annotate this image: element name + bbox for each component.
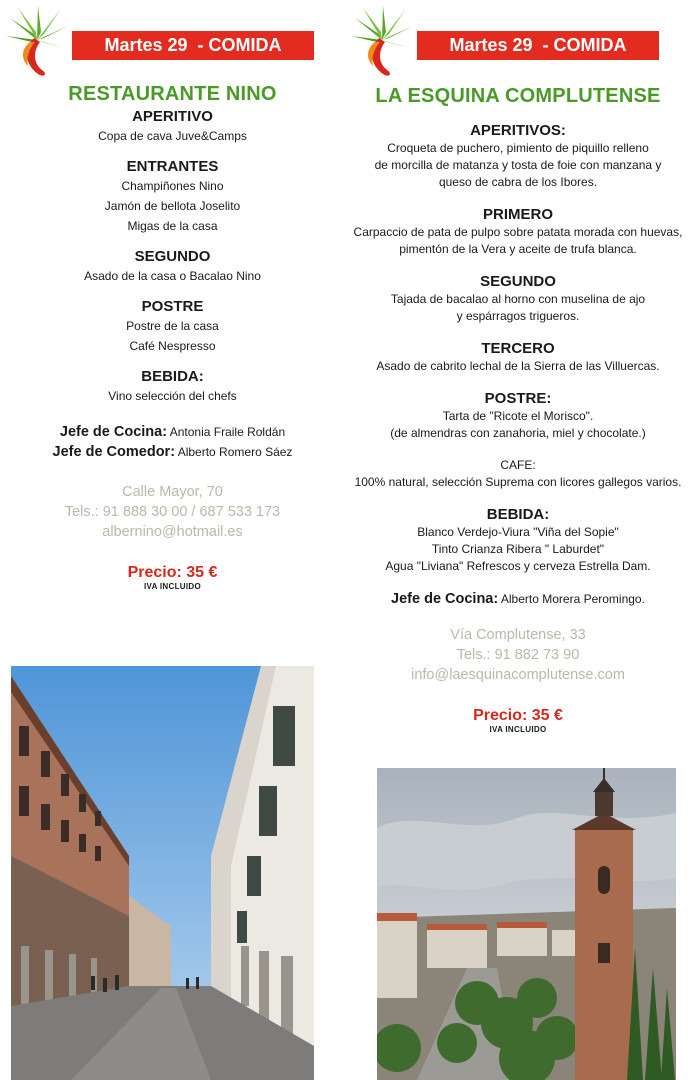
menu-item: Migas de la casa xyxy=(127,219,218,233)
menu-item: Croqueta de puchero, pimiento de piquillo relleno xyxy=(387,141,649,155)
menu-item: Vino selección del chefs xyxy=(108,389,237,403)
menu-section xyxy=(0,248,345,286)
menu-item: y espárragos trigueros. xyxy=(456,309,580,323)
section-heading: BEBIDA: xyxy=(486,506,550,523)
price: Precio: 35 € xyxy=(127,564,218,581)
menu-item: Tinto Crianza Ribera " Laburdet" xyxy=(431,542,605,556)
menu-item: queso de cabra de los Ibores. xyxy=(438,175,598,189)
vat-included-note: IVA INCLUIDO xyxy=(489,725,547,734)
staff-role: Jefe de Cocina: xyxy=(59,424,168,440)
menu-section xyxy=(345,506,691,575)
menu-item: Asado de la casa o Bacalao Nino xyxy=(84,269,261,283)
section-heading: APERITIVOS: xyxy=(470,122,566,139)
menu-section xyxy=(0,298,345,356)
section-heading: APERITIVO xyxy=(132,108,213,125)
menu-item: Tarta de "Ricote el Morisco". xyxy=(442,409,594,423)
staff-role: Jefe de Comedor: xyxy=(52,444,176,460)
restaurant-name: RESTAURANTE NINO xyxy=(68,83,277,105)
city-tower-photo xyxy=(377,768,676,1080)
head-chef xyxy=(345,589,691,609)
menu-item: (de almendras con zanahoria, miel y chocolate.) xyxy=(390,426,646,440)
section-heading: TERCERO xyxy=(481,340,555,357)
menu-item: Copa de cava Juve&Camps xyxy=(98,129,247,143)
menu-section xyxy=(0,108,345,146)
menu-section xyxy=(345,206,691,258)
phone-numbers: Tels.: 91 882 73 90 xyxy=(456,647,580,663)
vat-included-note: IVA INCLUIDO xyxy=(144,582,201,591)
email: info@laesquinacomplutense.com xyxy=(411,667,625,683)
staff-name: Alberto Romero Sáez xyxy=(175,445,293,459)
head-chef xyxy=(0,422,345,442)
restaurant-name: LA ESQUINA COMPLUTENSE xyxy=(375,85,661,107)
section-heading: PRIMERO xyxy=(482,206,553,223)
day-meal-banner: Martes 29 - COMIDA xyxy=(417,31,659,60)
menu-section xyxy=(345,340,691,375)
section-heading: POSTRE xyxy=(141,298,204,315)
menu-item: Agua "Liviana" Refrescos y cerveza Estrella Dam. xyxy=(385,559,651,573)
menu-item: de morcilla de matanza y tosta de foie con manzana y xyxy=(374,158,662,172)
staff-role: Jefe de Cocina: xyxy=(391,591,499,607)
section-heading: SEGUNDO xyxy=(480,273,556,290)
menu-item: Jamón de bellota Joselito xyxy=(104,199,241,213)
section-heading: CAFE: xyxy=(500,458,536,472)
menu-section xyxy=(345,457,691,491)
section-heading: BEBIDA: xyxy=(141,368,204,385)
day-meal-banner: Martes 29 - COMIDA xyxy=(72,31,314,60)
menu-item: Tajada de bacalao al horno con muselina de ajo xyxy=(390,292,646,306)
email: albernino@hotmail.es xyxy=(102,524,243,540)
menu-item: Postre de la casa xyxy=(126,319,219,333)
menu-section xyxy=(345,390,691,442)
head-waiter xyxy=(0,442,345,462)
menu-item: Asado de cabrito lechal de la Sierra de las Villuercas. xyxy=(376,359,660,373)
menu-sections xyxy=(345,122,691,734)
menu-item: pimentón de la Vera y aceite de trufa blanca. xyxy=(399,242,637,256)
menu-section xyxy=(345,273,691,325)
menu-section xyxy=(0,158,345,236)
street-photo-calle-mayor xyxy=(11,666,314,1080)
phone-numbers: Tels.: 91 888 30 00 / 687 533 173 xyxy=(64,504,281,520)
menu-sections xyxy=(0,108,345,591)
section-heading: SEGUNDO xyxy=(134,248,211,265)
menu-item: 100% natural, selección Suprema con licores gallegos varios. xyxy=(354,475,682,489)
staff-name: Antonia Fraile Roldán xyxy=(167,425,286,439)
section-heading: POSTRE: xyxy=(484,390,552,407)
address: Calle Mayor, 70 xyxy=(122,484,223,500)
address: Vía Complutense, 33 xyxy=(450,627,586,643)
menu-item: Café Nespresso xyxy=(129,339,216,353)
price: Precio: 35 € xyxy=(473,707,563,724)
menu-section xyxy=(0,368,345,406)
staff-name: Alberto Morera Peromingo. xyxy=(498,592,645,606)
chili-pepper-logo xyxy=(349,4,415,76)
menu-item: Champiñones Nino xyxy=(121,179,224,193)
menu-section xyxy=(345,122,691,191)
chili-pepper-logo xyxy=(4,4,70,76)
menu-item: Carpaccio de pata de pulpo sobre patata morada con huevas, xyxy=(353,225,683,239)
section-heading: ENTRANTES xyxy=(126,158,219,175)
menu-item: Blanco Verdejo-Viura "Viña del Sopie" xyxy=(417,525,619,539)
